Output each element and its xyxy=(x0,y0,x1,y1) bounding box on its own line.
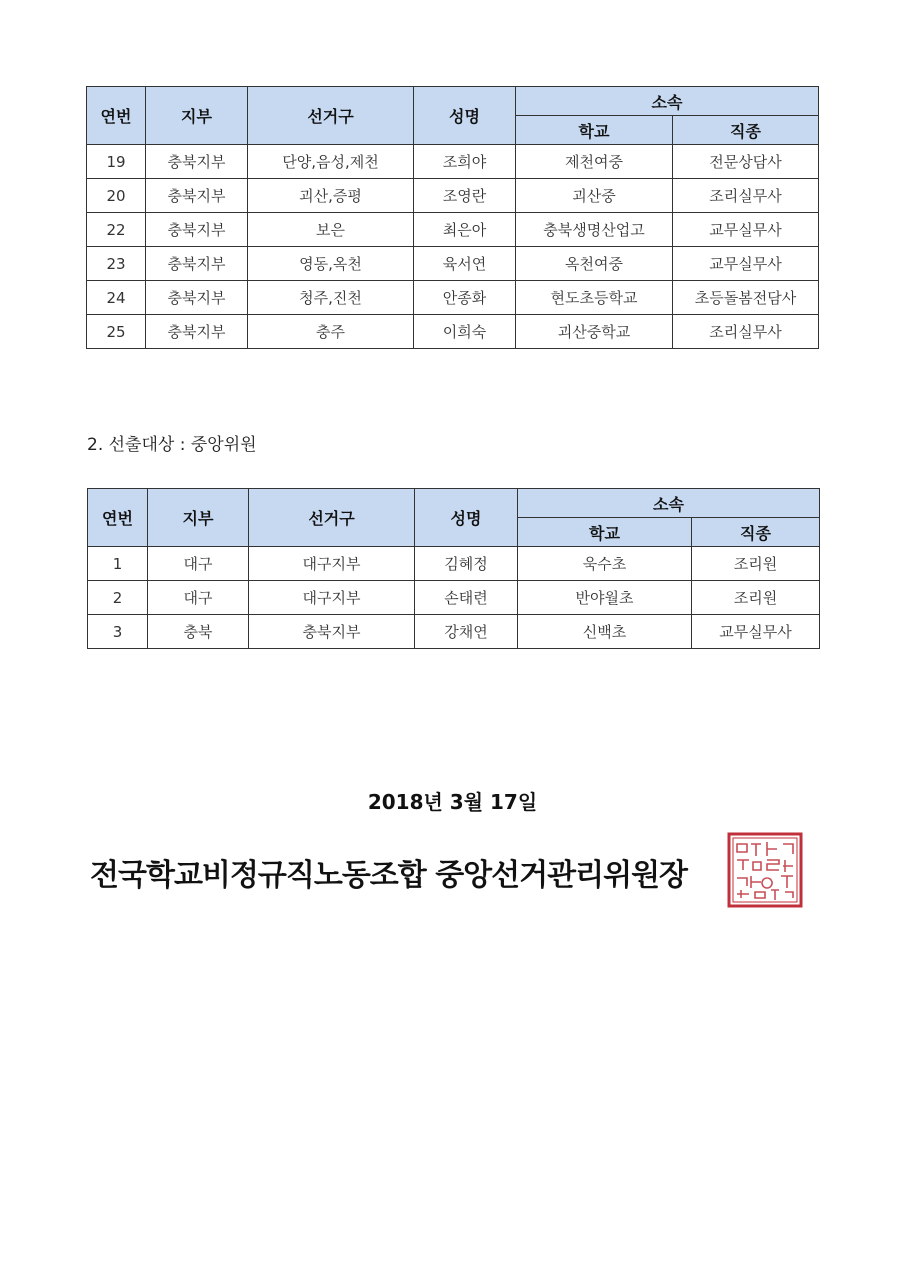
cell-school: 욱수초 xyxy=(518,547,692,581)
cell-school: 옥천여중 xyxy=(516,247,673,281)
cell-job: 초등돌봄전담사 xyxy=(673,281,819,315)
cell-name: 강채연 xyxy=(415,615,518,649)
cell-job: 조리실무사 xyxy=(673,315,819,349)
cell-school: 충북생명산업고 xyxy=(516,213,673,247)
cell-branch: 대구 xyxy=(148,581,249,615)
cell-district: 단양,음성,제천 xyxy=(248,145,414,179)
header-name: 성명 xyxy=(414,87,516,145)
table-row xyxy=(87,315,819,349)
table-central-committee xyxy=(87,488,820,649)
table-row xyxy=(88,615,820,649)
header-affiliation: 소속 xyxy=(516,87,819,116)
header-job: 직종 xyxy=(673,116,819,145)
cell-job: 조리실무사 xyxy=(673,179,819,213)
official-seal-icon xyxy=(727,832,803,908)
cell-job: 전문상담사 xyxy=(673,145,819,179)
cell-name: 손태련 xyxy=(415,581,518,615)
table-row xyxy=(88,581,820,615)
issuer-title: 전국학교비정규직노동조합 중앙선거관리위원장 xyxy=(90,858,688,893)
cell-branch: 충북지부 xyxy=(146,315,248,349)
cell-no: 24 xyxy=(87,281,146,315)
cell-school: 괴산중학교 xyxy=(516,315,673,349)
cell-district: 대구지부 xyxy=(249,581,415,615)
cell-district: 영동,옥천 xyxy=(248,247,414,281)
cell-name: 조희야 xyxy=(414,145,516,179)
cell-district: 괴산,증평 xyxy=(248,179,414,213)
header-school: 학교 xyxy=(518,518,692,547)
cell-school: 신백초 xyxy=(518,615,692,649)
cell-branch: 충북지부 xyxy=(146,145,248,179)
table-row xyxy=(87,145,819,179)
header-district: 선거구 xyxy=(248,87,414,145)
cell-school: 반야월초 xyxy=(518,581,692,615)
cell-name: 안종화 xyxy=(414,281,516,315)
cell-school: 괴산중 xyxy=(516,179,673,213)
header-name: 성명 xyxy=(415,489,518,547)
cell-job: 교무실무사 xyxy=(673,213,819,247)
cell-name: 이희숙 xyxy=(414,315,516,349)
cell-school: 현도초등학교 xyxy=(516,281,673,315)
header-no: 연번 xyxy=(87,87,146,145)
cell-name: 김혜정 xyxy=(415,547,518,581)
header-branch: 지부 xyxy=(148,489,249,547)
cell-district: 보은 xyxy=(248,213,414,247)
document-date: 2018년 3월 17일 xyxy=(367,790,538,814)
table-row xyxy=(88,547,820,581)
cell-no: 1 xyxy=(88,547,148,581)
cell-job: 교무실무사 xyxy=(692,615,820,649)
table-district-delegates xyxy=(86,86,819,349)
table-row xyxy=(87,281,819,315)
header-district: 선거구 xyxy=(249,489,415,547)
cell-job: 조리원 xyxy=(692,547,820,581)
cell-job: 조리원 xyxy=(692,581,820,615)
cell-no: 19 xyxy=(87,145,146,179)
cell-branch: 충북지부 xyxy=(146,213,248,247)
header-branch: 지부 xyxy=(146,87,248,145)
cell-no: 23 xyxy=(87,247,146,281)
cell-district: 대구지부 xyxy=(249,547,415,581)
cell-no: 2 xyxy=(88,581,148,615)
header-affiliation: 소속 xyxy=(518,489,820,518)
cell-no: 22 xyxy=(87,213,146,247)
cell-branch: 충북 xyxy=(148,615,249,649)
cell-name: 최은아 xyxy=(414,213,516,247)
cell-district: 청주,진천 xyxy=(248,281,414,315)
cell-no: 25 xyxy=(87,315,146,349)
cell-school: 제천여중 xyxy=(516,145,673,179)
header-job: 직종 xyxy=(692,518,820,547)
cell-branch: 충북지부 xyxy=(146,179,248,213)
cell-name: 조영란 xyxy=(414,179,516,213)
section-heading-central-committee: 2. 선출대상 : 중앙위원 xyxy=(87,435,257,455)
cell-branch: 충북지부 xyxy=(146,281,248,315)
header-school: 학교 xyxy=(516,116,673,145)
cell-district: 충주 xyxy=(248,315,414,349)
cell-no: 20 xyxy=(87,179,146,213)
table-row xyxy=(87,179,819,213)
cell-branch: 대구 xyxy=(148,547,249,581)
table-row xyxy=(87,213,819,247)
cell-branch: 충북지부 xyxy=(146,247,248,281)
cell-no: 3 xyxy=(88,615,148,649)
table-row xyxy=(87,247,819,281)
cell-name: 육서연 xyxy=(414,247,516,281)
cell-job: 교무실무사 xyxy=(673,247,819,281)
cell-district: 충북지부 xyxy=(249,615,415,649)
header-no: 연번 xyxy=(88,489,148,547)
